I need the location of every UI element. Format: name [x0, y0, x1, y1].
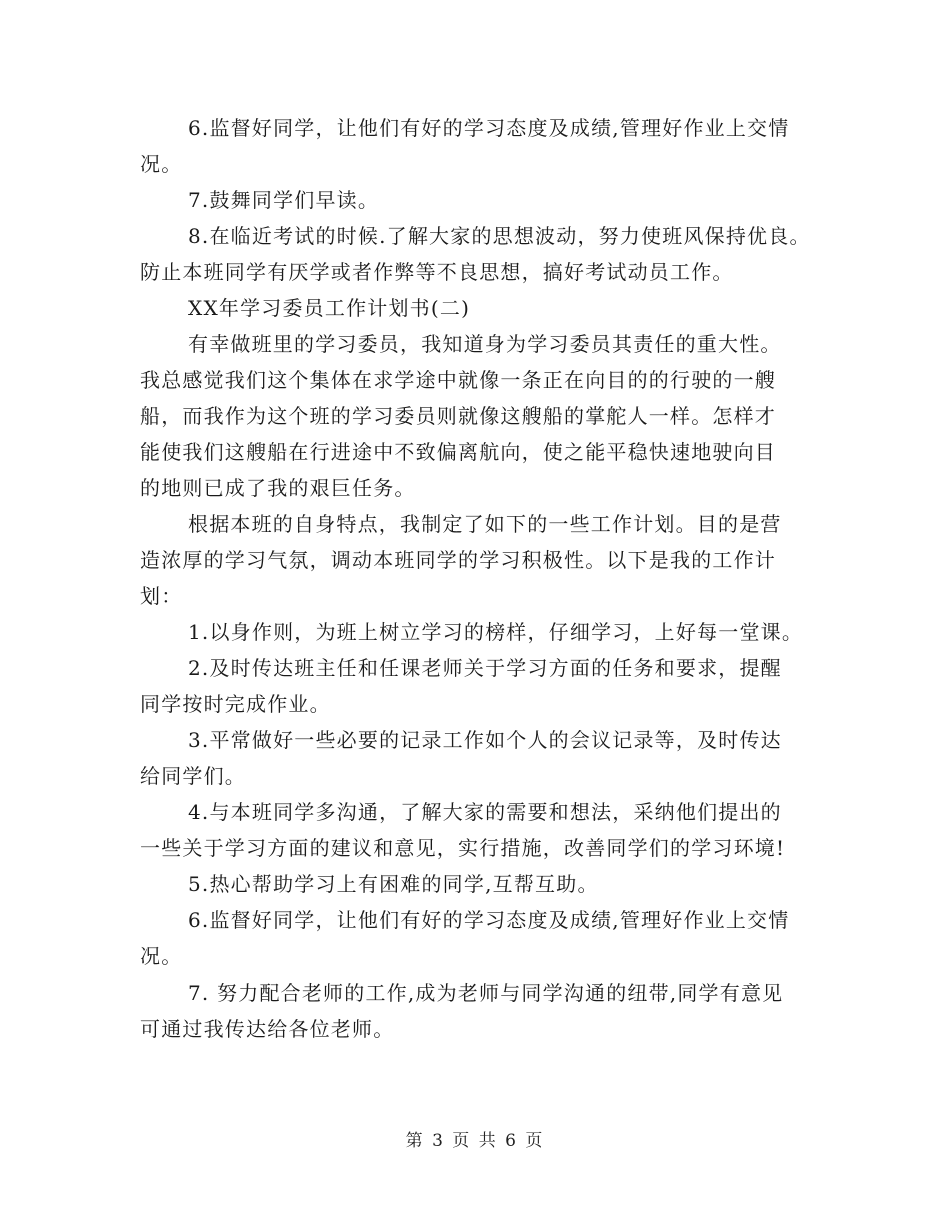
paragraph-line: 能使我们这艘船在行进途中不致偏离航向，使之能平稳快速地驶向目 — [140, 440, 776, 464]
paragraph-line: 6.监督好同学，让他们有好的学习态度及成绩,管理好作业上交情 — [188, 116, 790, 140]
list-item: 5.热心帮助学习上有困难的同学,互帮互助。 — [188, 872, 599, 896]
list-item: 1.以身作则，为班上树立学习的榜样，仔细学习，上好每一堂课。 — [188, 620, 804, 644]
page-number-footer: 第 3 页 共 6 页 — [405, 1131, 545, 1151]
paragraph-line: 同学按时完成作业。 — [140, 692, 331, 716]
paragraph-line: 一些关于学习方面的建议和意见，实行措施，改善同学们的学习环境! — [140, 836, 786, 860]
list-item: 3.平常做好一些必要的记录工作如个人的会议记录等，及时传达 — [188, 728, 782, 752]
paragraph-line: 造浓厚的学习气氛，调动本班同学的学习积极性。以下是我的工作计 — [140, 548, 776, 572]
section-heading: XX年学习委员工作计划书(二) — [188, 296, 471, 320]
paragraph-line: 况。 — [140, 944, 183, 968]
paragraph-line: 防止本班同学有厌学或者作弊等不良思想，搞好考试动员工作。 — [140, 260, 734, 284]
paragraph-line: 给同学们。 — [140, 764, 246, 788]
paragraph-line: 划： — [140, 584, 183, 608]
list-item: 2.及时传达班主任和任课老师关于学习方面的任务和要求，提醒 — [188, 656, 782, 680]
list-item: 6.监督好同学，让他们有好的学习态度及成绩,管理好作业上交情 — [188, 908, 790, 932]
paragraph-line: 8.在临近考试的时候.了解大家的思想波动，努力使班风保持优良。 — [188, 224, 811, 248]
paragraph-line: 7.鼓舞同学们早读。 — [188, 188, 380, 212]
paragraph-line: 况。 — [140, 152, 183, 176]
list-item: 7. 努力配合老师的工作,成为老师与同学沟通的纽带,同学有意见 — [188, 981, 784, 1005]
paragraph-line: 船，而我作为这个班的学习委员则就像这艘船的掌舵人一样。怎样才 — [140, 404, 776, 428]
paragraph-line: 根据本班的自身特点，我制定了如下的一些工作计划。目的是营 — [188, 512, 782, 536]
paragraph-line: 我总感觉我们这个集体在求学途中就像一条正在向目的的行驶的一艘 — [140, 368, 776, 392]
paragraph-line: 可通过我传达给各位老师。 — [140, 1017, 395, 1041]
paragraph-line: 有幸做班里的学习委员，我知道身为学习委员其责任的重大性。 — [188, 332, 782, 356]
list-item: 4.与本班同学多沟通，了解大家的需要和想法，采纳他们提出的 — [188, 800, 782, 824]
paragraph-line: 的地则已成了我的艰巨任务。 — [140, 476, 416, 500]
